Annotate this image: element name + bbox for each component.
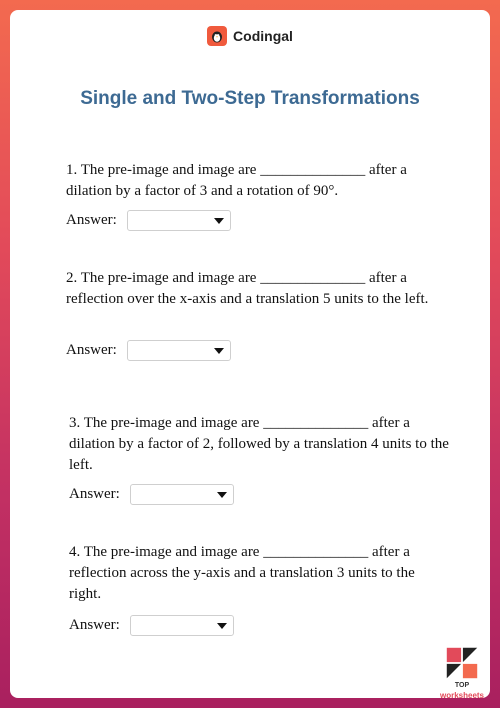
question-1: 1. The pre-image and image are ______________ after a dilation by a factor of 3 and a rotation of 90°.: [66, 162, 407, 199]
answer-dropdown-2[interactable]: [127, 340, 231, 361]
question-4: 4. The pre-image and image are ______________ after a reflection across the y-axis and a translation 3 units to the right.: [69, 544, 415, 602]
question-2: 2. The pre-image and image are ______________ after a reflection over the x-axis and a translation 5 units to the left.: [66, 270, 429, 307]
answer-dropdown-4[interactable]: [130, 615, 234, 636]
answer-label: Answer:: [69, 486, 120, 502]
answer-row-4: [69, 615, 234, 636]
chevron-down-icon: [217, 623, 227, 629]
page-title: Single and Two-Step Transformations: [80, 88, 420, 109]
chevron-down-icon: [217, 492, 227, 498]
top-worksheets-top: TOP: [454, 682, 470, 689]
brand-header: [10, 26, 490, 46]
answer-row-1: [66, 210, 231, 231]
answer-row-2: [66, 340, 231, 361]
chevron-down-icon: [214, 348, 224, 354]
answer-label: Answer:: [69, 617, 120, 633]
answer-label: Answer:: [66, 342, 117, 358]
chevron-down-icon: [214, 218, 224, 224]
top-worksheets-logo-icon: [443, 646, 481, 680]
answer-row-3: [69, 484, 234, 505]
answer-dropdown-1[interactable]: [127, 210, 231, 231]
answer-dropdown-3[interactable]: [130, 484, 234, 505]
penguin-logo-icon: [207, 26, 227, 46]
answer-label: Answer:: [66, 212, 117, 228]
brand-name: Codingal: [233, 28, 293, 44]
question-3: 3. The pre-image and image are ______________ after a dilation by a factor of 2, followed by a translation 4 units to the left.: [69, 415, 449, 473]
top-worksheets-logo: [439, 646, 485, 700]
top-worksheets-sub: worksheets: [439, 691, 485, 700]
worksheet-page: [10, 10, 490, 698]
